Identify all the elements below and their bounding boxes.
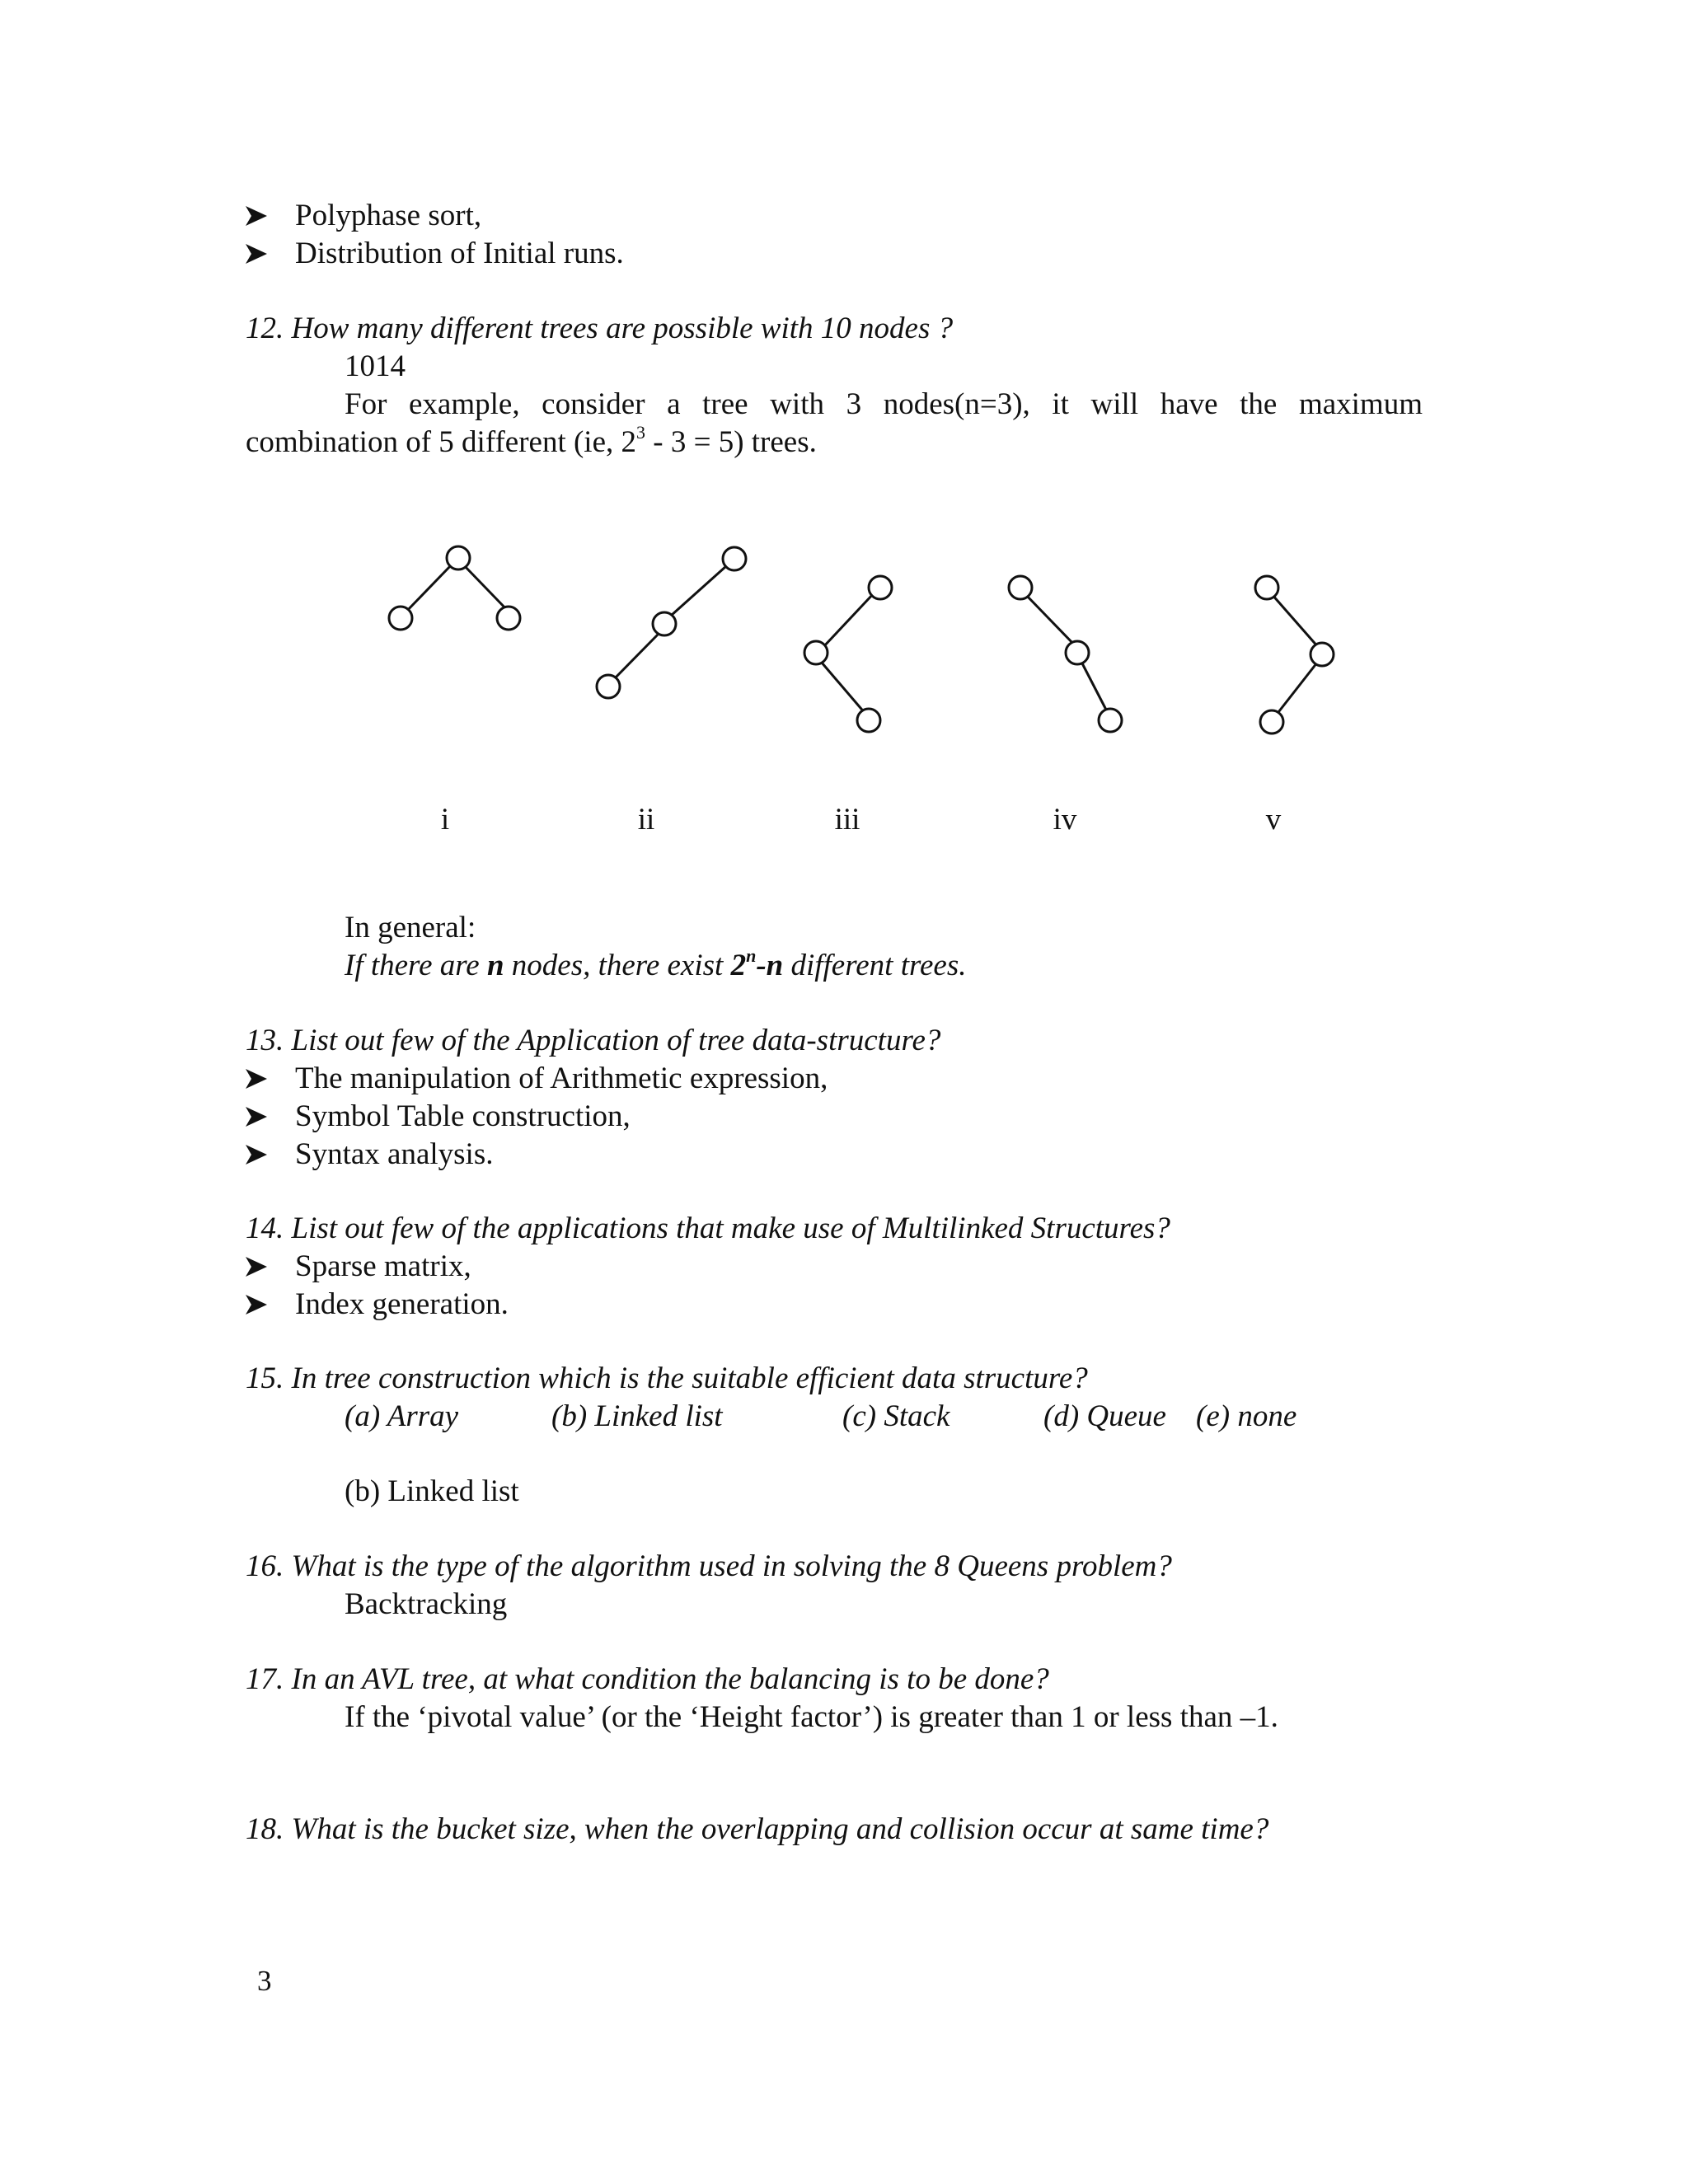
option: (e) none [1196, 1399, 1297, 1433]
tree-node [1066, 641, 1089, 664]
arrow-bullet-icon [246, 1145, 267, 1165]
arrow-bullet-icon [246, 1295, 267, 1315]
tree-v [1255, 576, 1334, 733]
tree-node [723, 547, 746, 570]
tree-node [497, 607, 520, 630]
question-16: 16. What is the type of the algorithm used in solving the 8 Queens problem? [246, 1549, 1172, 1583]
question-13: 13. List out few of the Application of tree data-structure? [246, 1024, 941, 1057]
answer-12: 1014 [345, 349, 406, 383]
arrow-bullet-icon [246, 244, 267, 264]
page-number: 3 [257, 1965, 272, 1997]
tree-node [1099, 709, 1122, 732]
question-14: 14. List out few of the applications that make use of Multilinked Structures? [246, 1212, 1170, 1245]
tree-diagrams [330, 527, 1401, 857]
option: (c) Stack [842, 1399, 950, 1433]
bullet-text: The manipulation of Arithmetic expression, [295, 1062, 828, 1095]
tree-iv [1009, 576, 1122, 732]
tree-label: iv [1053, 803, 1077, 837]
bullet-text: Symbol Table construction, [295, 1099, 631, 1133]
tree-node [389, 607, 412, 630]
tree-label: v [1265, 803, 1282, 837]
tree-node [1255, 576, 1278, 599]
tree-node [653, 612, 676, 635]
tree-i [389, 546, 520, 630]
option: (d) Queue [1043, 1399, 1166, 1433]
tree-node [1260, 710, 1283, 733]
bullet-text: Syntax analysis. [295, 1137, 494, 1171]
example-line-1: For example, consider a tree with 3 nodes(n=3), it will have the maximum [345, 387, 1423, 421]
tree-node [1009, 576, 1032, 599]
tree-label: ii [637, 803, 655, 837]
arrow-bullet-icon [246, 1107, 267, 1127]
tree-node [869, 576, 892, 599]
bullet-text: Distribution of Initial runs. [295, 237, 624, 270]
general-label: In general: [345, 911, 476, 944]
tree-node [1311, 643, 1334, 666]
general-rule: If there are n nodes, there exist 2$^n$-n different trees. [345, 945, 967, 982]
question-18: 18. What is the bucket size, when the overlapping and collision occur at same time? [246, 1812, 1269, 1846]
question-17: 17. In an AVL tree, at what condition the balancing is to be done? [246, 1662, 1049, 1696]
tree-iii [804, 576, 892, 732]
arrow-bullet-icon [246, 206, 267, 226]
tree-node [804, 641, 828, 664]
example-line-2: combination of 5 different (ie, $2^3 - 3 = 5$) trees. [246, 422, 817, 459]
tree-node [597, 675, 620, 698]
question-15: 15. In tree construction which is the suitable efficient data structure? [246, 1361, 1088, 1395]
arrow-bullet-icon [246, 1069, 267, 1089]
bullet-text: Index generation. [295, 1287, 509, 1321]
tree-node [447, 546, 470, 569]
tree-label: i [440, 803, 450, 837]
tree-ii [597, 547, 746, 698]
bullet-text: Sparse matrix, [295, 1249, 471, 1283]
answer-15: (b) Linked list [345, 1474, 519, 1508]
arrow-bullet-icon [246, 1257, 267, 1277]
option: (b) Linked list [551, 1399, 723, 1433]
answer-16: Backtracking [345, 1587, 508, 1621]
answer-17: If the ‘pivotal value’ (or the ‘Height factor’) is greater than 1 or less than –1. [345, 1700, 1278, 1734]
tree-label: iii [834, 803, 860, 837]
question-12: 12. How many different trees are possible with 10 nodes ? [246, 312, 954, 345]
tree-node [857, 709, 880, 732]
bullet-text: Polyphase sort, [295, 199, 482, 232]
option: (a) Array [345, 1399, 459, 1433]
